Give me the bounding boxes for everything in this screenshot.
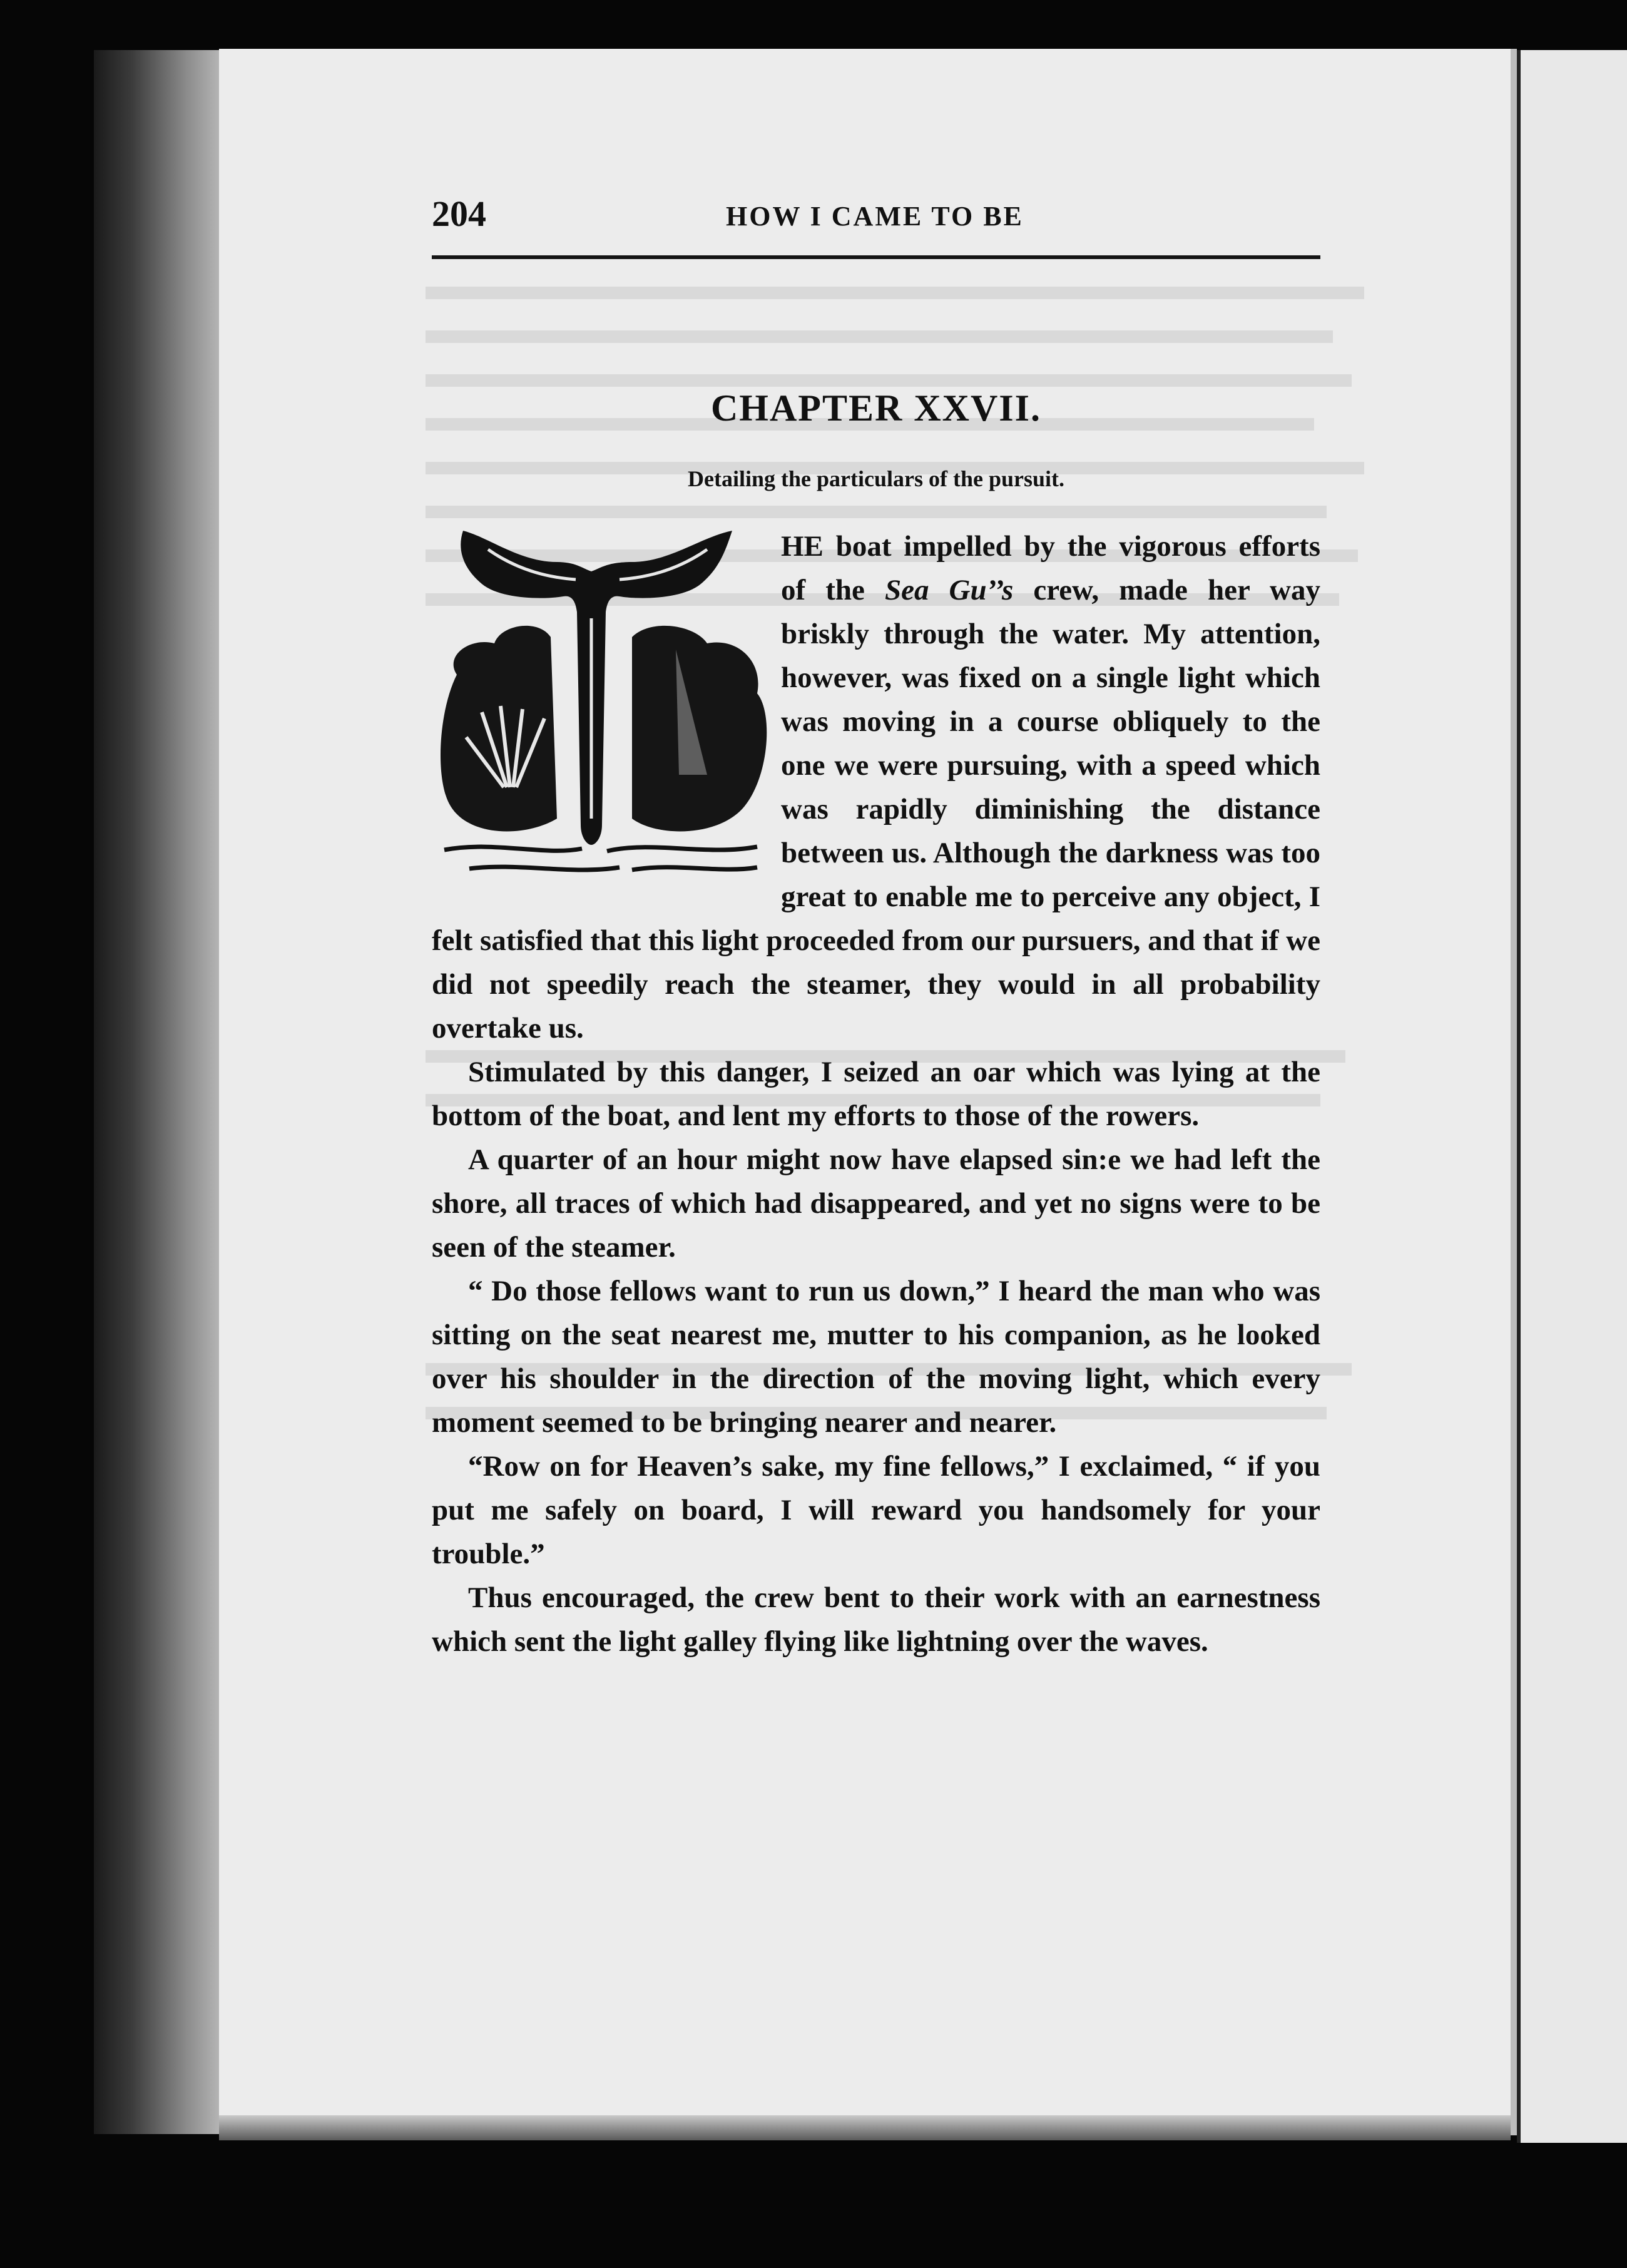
page-edge — [1511, 49, 1517, 2135]
chapter-subtitle: Detailing the particulars of the pursuit. — [688, 466, 1064, 491]
paragraph-continuation: crew, made her way briskly through the water. My attention, however, was fixed on a single light which was moving in a course obliquely to the one we were pursuing, with a speed which was rapidly diminishing the distance between us. Although the darkness was too great to enable me to perceive any object, I felt satisfied that this light proceeded from our pursuers, and that if we did not speedily reach the steamer, they would in all probability overtake us. — [432, 574, 1320, 1045]
page-bottom-edge — [219, 2115, 1511, 2140]
page-number: 204 — [432, 193, 486, 234]
whale-tail-dropcap-icon — [432, 524, 781, 882]
paragraph: Stimulated by this danger, I seized an oar which was lying at the bottom of the boat, and lent my efforts to those of the rowers. — [432, 1056, 1320, 1132]
chapter-title: CHAPTER XXVII. — [710, 387, 1042, 429]
gutter-shadow — [94, 50, 219, 2134]
running-title: HOW I CAME TO BE — [726, 201, 1024, 232]
paragraph: A quarter of an hour might now have elapsed sin:e we had left the shore, all traces of which had disappeared, and yet no signs were to be seen of the steamer. — [432, 1143, 1320, 1264]
body-text — [432, 524, 1320, 1663]
paragraph: Thus encouraged, the crew bent to their work with an earnestness which sent the light galley flying like lightning over the waves. — [432, 1581, 1320, 1658]
running-head — [432, 193, 1320, 243]
dropcap-illustration — [432, 524, 773, 882]
adjacent-page — [1517, 50, 1627, 2143]
ship-name: Sea Gu’’s — [884, 574, 1014, 606]
paragraph: “ Do those fellows want to run us down,” I heard the man who was sitting on the seat nearest me, mutter to his companion, as he looked over his shoulder in the direction of the moving light, which every moment seemed to be bringing nearer and nearer. — [432, 1275, 1320, 1439]
header-rule — [432, 255, 1320, 259]
paragraph: “Row on for Heaven’s sake, my fine fellows,” I exclaimed, “ if you put me safely on board, I will reward you handsomely for your trouble.” — [432, 1450, 1320, 1570]
paragraph-opening: HE boat impelled by the vigorous efforts of the — [781, 530, 1320, 606]
